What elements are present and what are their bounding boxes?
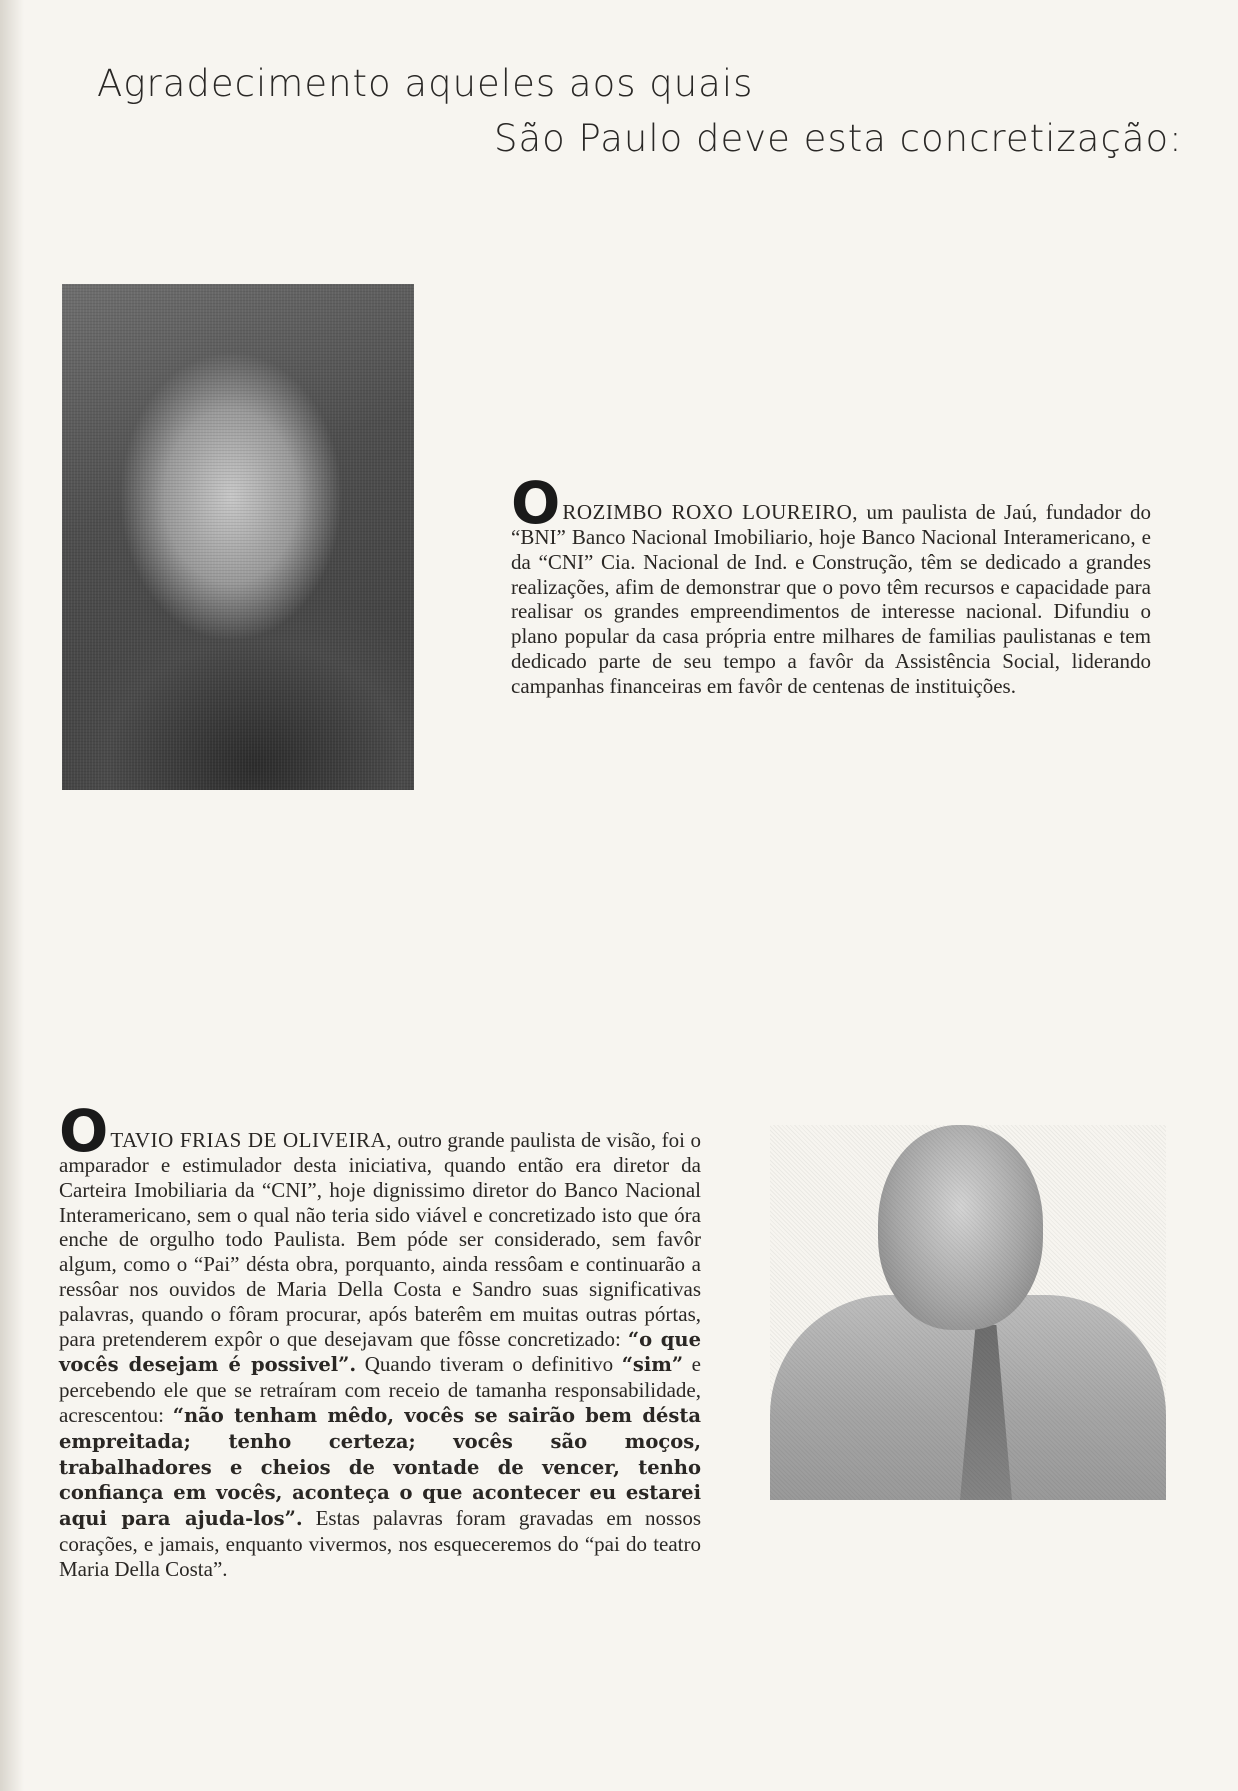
bio-text: Estas palavras foram gravadas em nossos corações, e jamais, enquanto vivermos, nos esqueceremos do “pai do teatro Maria Della Costa”. xyxy=(59,1506,701,1581)
bio-text: um paulista de Jaú, fundador do “BNI” Banco Nacional Imobiliario, hoje Banco Nacional Interamericano, e da “CNI” Cia. Nacional de Ind. e Construção, têm se dedicado a grandes realizações, afim de demonstrar que o povo têm recursos e capacidade para realisar os grandes empreendimentos de interesse nacional. Difundiu o plano popular da casa própria entre milhares de familias paulistanas e tem dedicado parte de seu tempo a favôr da Assistência Social, liderando campanhas financeiras em favôr de centenas de instituições. xyxy=(511,500,1151,698)
bio-text: e percebendo ele que se retraíram com receio de tamanha responsabilidade, acrescentou: xyxy=(59,1352,702,1427)
page-edge-shadow xyxy=(0,0,24,1791)
portrait-suit xyxy=(770,1295,1166,1500)
bio-name: TAVIO FRIAS DE OLIVEIRA, xyxy=(110,1128,392,1152)
page-heading-line-1: Agradecimento aqueles aos quais xyxy=(97,62,754,105)
drop-cap: O xyxy=(59,1097,109,1165)
drop-cap: O xyxy=(511,469,561,537)
bio-text: Quando tiveram o definitivo xyxy=(356,1352,622,1377)
quote-yes: “sim” xyxy=(621,1353,684,1377)
quote-encouragement: “não tenham mêdo, vocês se sairão bem désta empreitada; tenho certeza; vocês são moços, trabalhadores e cheios de vontade de vencer, tenho confiança em vocês, aconteça o que acontecer eu estarei aqui para ajuda-los”. xyxy=(59,1403,701,1531)
quote-possible: “o que vocês desejam é possivel”. xyxy=(59,1327,701,1377)
portrait-photo-orozimbo xyxy=(62,284,414,790)
portrait-tie xyxy=(960,1325,1012,1500)
portrait-head xyxy=(878,1125,1043,1330)
bio-otavio xyxy=(59,1097,702,1582)
bio-orozimbo xyxy=(511,469,1151,699)
bio-text: outro grande paulista de visão, foi o amparador e estimulador desta iniciativa, quando então era diretor da Carteira Imobiliaria da “CNI”, hoje dignissimo diretor do Banco Nacional Interamericano, sem o qual não teria sido viável e concretizado isto que óra enche de orgulho todo Paulista. Bem póde ser considerado, sem favôr algum, como o “Pai” désta obra, porquanto, ainda ressôam e continuarão a ressôar nos ouvidos de Maria Della Costa e Sandro suas significativas palavras, quando o fôram procurar, após baterêm em muitas outras pórtas, para pretenderem expôr o que desejavam que fôsse concretizado: xyxy=(59,1128,701,1351)
bio-name: ROZIMBO ROXO LOUREIRO, xyxy=(562,500,859,524)
portrait-photo-otavio xyxy=(770,1125,1166,1500)
page-heading-line-2: São Paulo deve esta concretização: xyxy=(494,117,1183,160)
